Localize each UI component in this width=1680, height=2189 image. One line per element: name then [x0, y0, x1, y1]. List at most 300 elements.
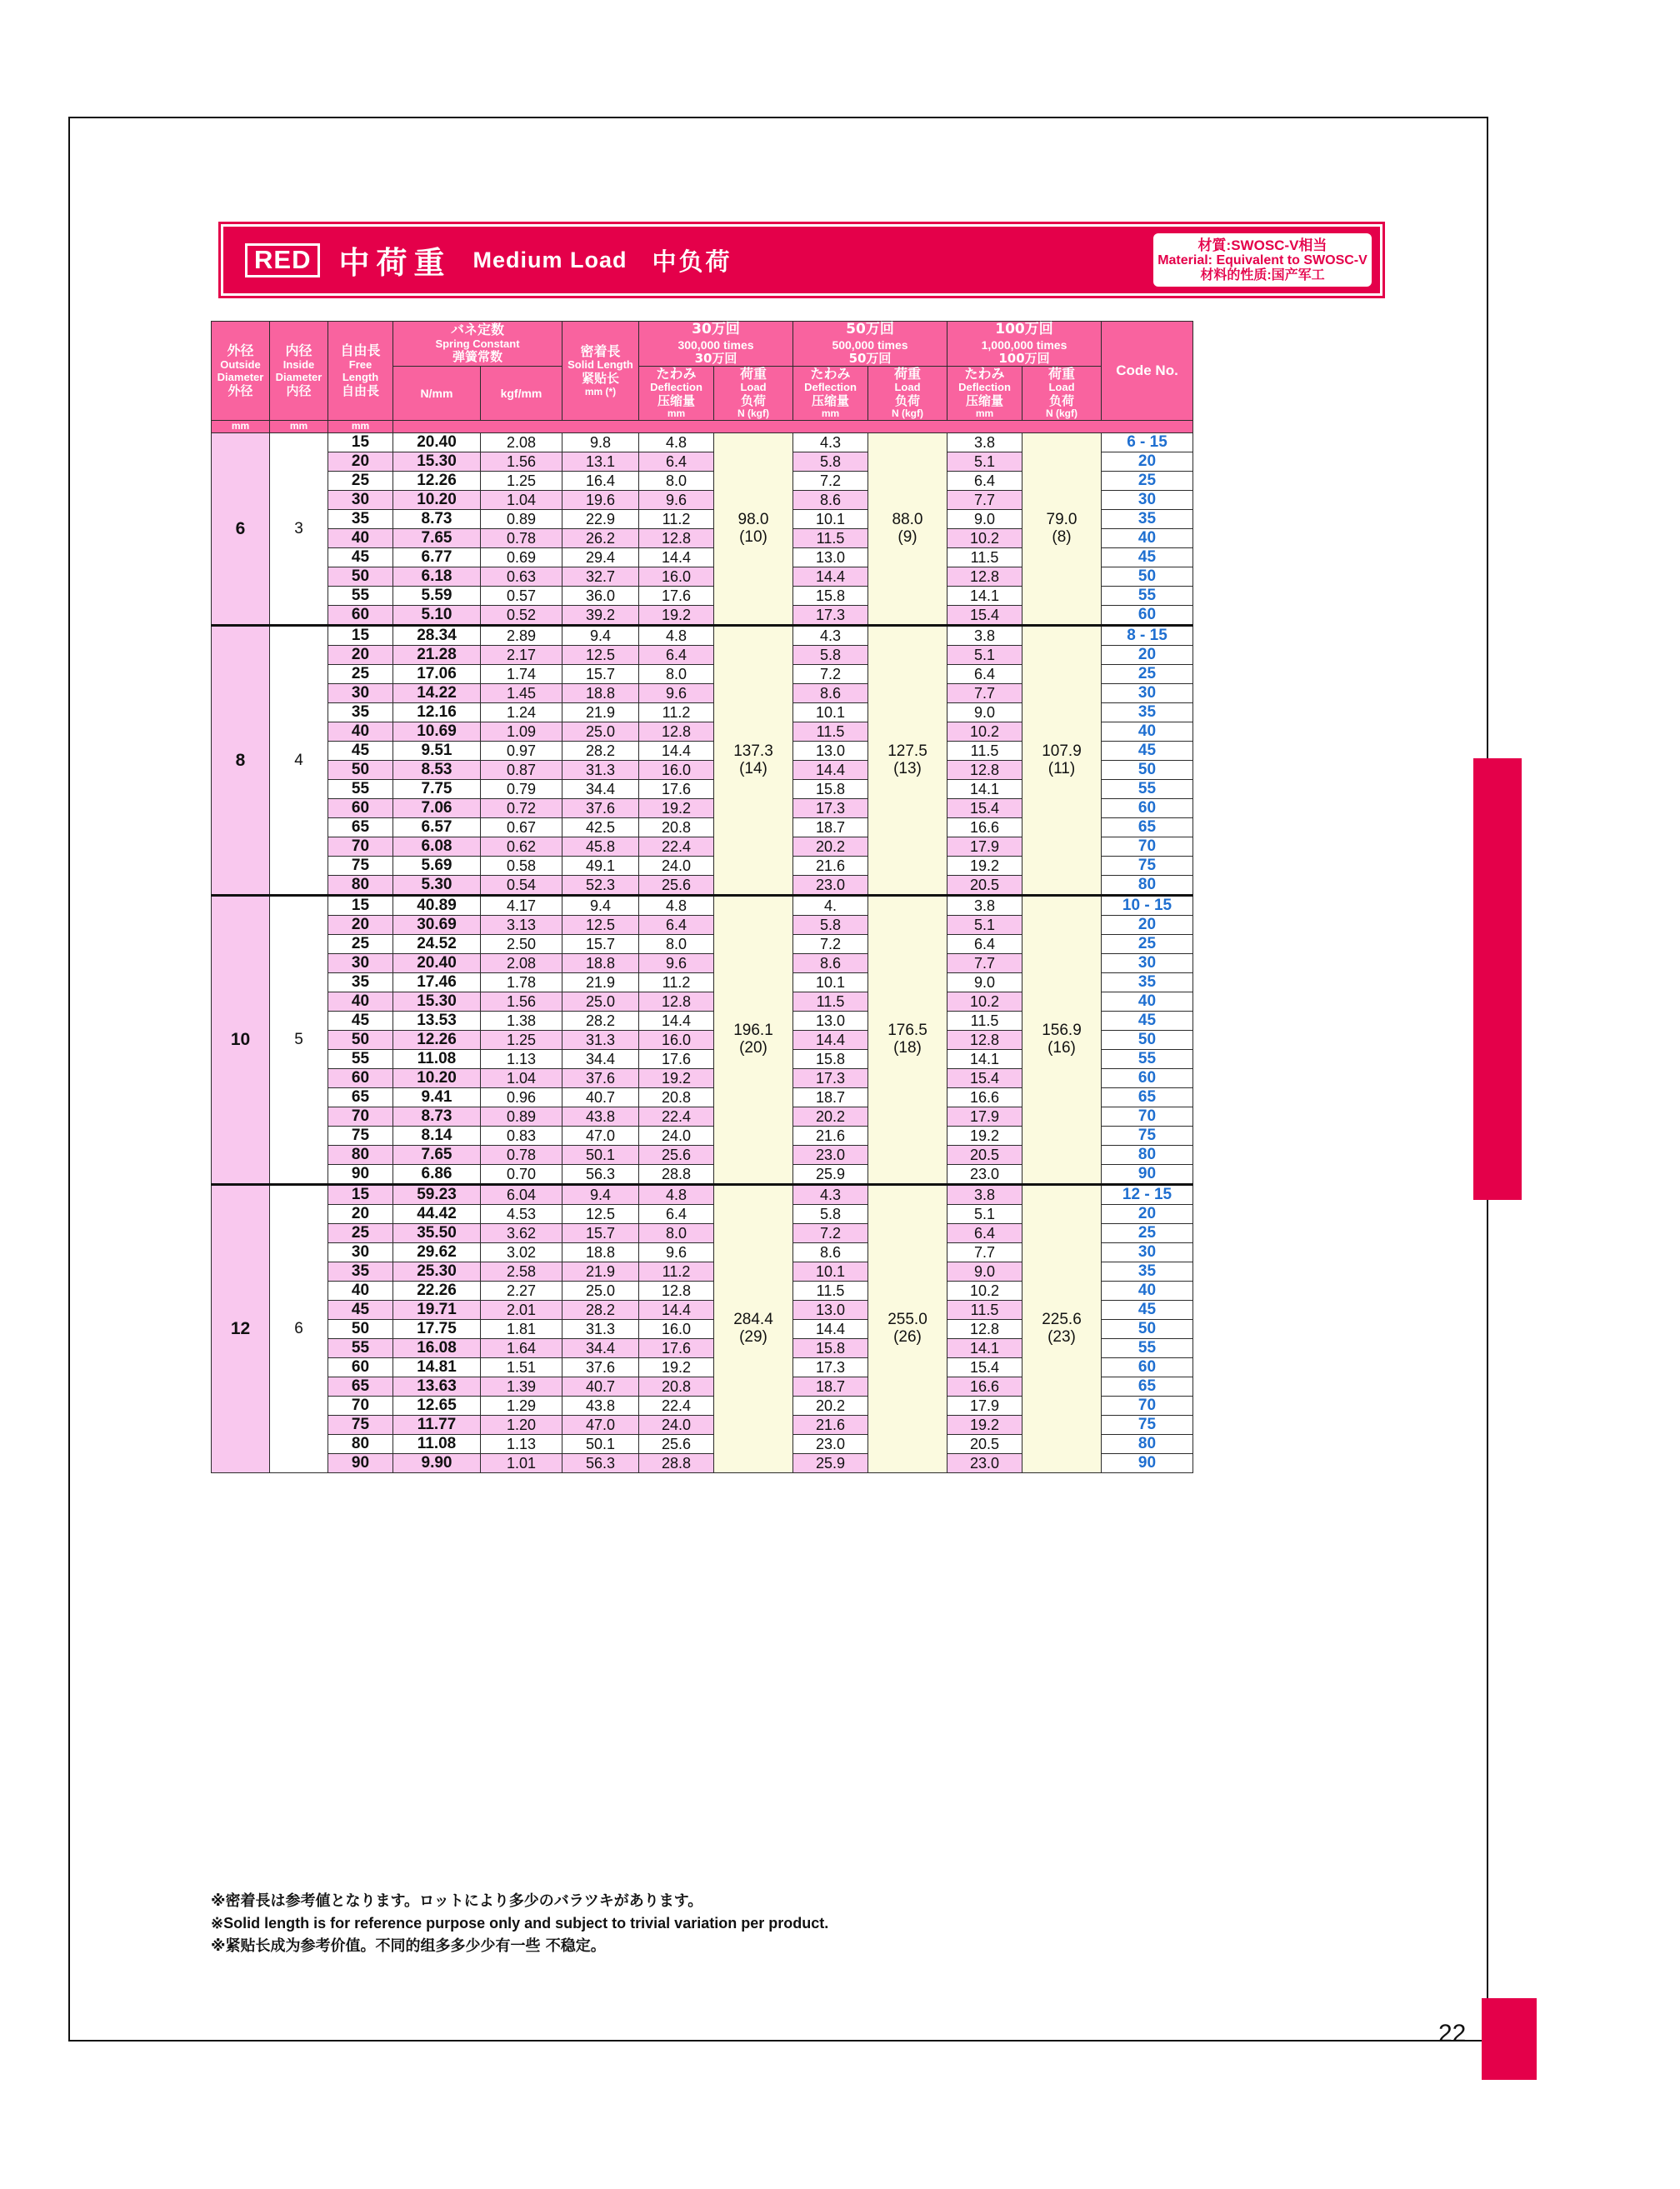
- cell-deflection-300k: 20.8: [639, 818, 714, 837]
- cell-free-length: 40: [328, 722, 393, 742]
- cell-deflection-500k: 10.1: [793, 510, 868, 529]
- cell-solid-length: 52.3: [562, 876, 639, 896]
- cell-deflection-500k: 17.3: [793, 606, 868, 626]
- cell-spring-constant-nmm: 5.10: [393, 606, 481, 626]
- cell-free-length: 35: [328, 510, 393, 529]
- cell-solid-length: 42.5: [562, 818, 639, 837]
- cell-code-no: 25: [1102, 935, 1193, 954]
- cell-solid-length: 18.8: [562, 684, 639, 703]
- th-fl-jp: 自由長: [340, 342, 381, 359]
- cell-code-no: 50: [1102, 1320, 1193, 1339]
- cell-free-length: 30: [328, 1243, 393, 1262]
- cell-deflection-500k: 21.6: [793, 1416, 868, 1435]
- cell-deflection-1m: 3.8: [948, 896, 1022, 916]
- cell-code-no: 12 - 15: [1102, 1185, 1193, 1205]
- cell-solid-length: 21.9: [562, 1262, 639, 1282]
- th-defl-en-3: Deflection: [958, 381, 1011, 394]
- th-fl-en1: Free: [348, 357, 372, 371]
- cell-code-no: 75: [1102, 1416, 1193, 1435]
- th-solid-length: [562, 322, 639, 421]
- cell-deflection-1m: 11.5: [948, 1012, 1022, 1031]
- cell-load-300k-n: 137.3: [733, 742, 773, 760]
- cell-deflection-300k: 9.6: [639, 954, 714, 973]
- cell-deflection-1m: 7.7: [948, 684, 1022, 703]
- cell-free-length: 50: [328, 1031, 393, 1050]
- th-c500k-jp: 50万回: [846, 321, 894, 337]
- cell-spring-constant-nmm: 24.52: [393, 935, 481, 954]
- cell-spring-constant-nmm: 9.90: [393, 1454, 481, 1473]
- cell-deflection-300k: 20.8: [639, 1377, 714, 1397]
- cell-deflection-500k: 20.2: [793, 1397, 868, 1416]
- cell-spring-constant-kgfmm: 1.51: [481, 1358, 562, 1377]
- cell-deflection-500k: 18.7: [793, 1377, 868, 1397]
- th-fl-cn: 自由長: [341, 382, 379, 398]
- cell-load-500k-kgf: (18): [893, 1039, 922, 1057]
- cell-spring-constant-nmm: 6.08: [393, 837, 481, 857]
- cell-deflection-1m: 14.1: [948, 780, 1022, 799]
- th-od-en1: Outside: [220, 357, 261, 371]
- cell-code-no: 25: [1102, 472, 1193, 491]
- cell-deflection-300k: 9.6: [639, 684, 714, 703]
- cell-deflection-1m: 9.0: [948, 703, 1022, 722]
- th-units-spacer: [393, 421, 1193, 433]
- cell-load-300k: [714, 1185, 793, 1473]
- th-cycles-300k: [639, 322, 793, 367]
- cell-deflection-500k: 14.4: [793, 761, 868, 780]
- cell-solid-length: 34.4: [562, 1050, 639, 1069]
- cell-free-length: 35: [328, 973, 393, 992]
- cell-deflection-1m: 12.8: [948, 567, 1022, 587]
- th-load-jp-1: 荷重: [739, 365, 767, 382]
- cell-outside-diameter: 8: [212, 626, 270, 896]
- cell-deflection-500k: 15.8: [793, 587, 868, 606]
- th-defl-unit-3: mm: [975, 407, 994, 420]
- cell-deflection-300k: 12.8: [639, 1282, 714, 1301]
- th-load-300k: [714, 366, 793, 420]
- cell-deflection-300k: 6.4: [639, 646, 714, 665]
- cell-load-1m-n: 107.9: [1042, 742, 1082, 760]
- th-c500k-cn: 50万回: [848, 350, 892, 366]
- cell-spring-constant-kgfmm: 0.54: [481, 876, 562, 896]
- cell-solid-length: 25.0: [562, 722, 639, 742]
- cell-deflection-1m: 10.2: [948, 992, 1022, 1012]
- th-load-cn-2: 负荷: [894, 393, 920, 409]
- cell-free-length: 15: [328, 626, 393, 646]
- cell-code-no: 30: [1102, 1243, 1193, 1262]
- cell-code-no: 20: [1102, 452, 1193, 472]
- cell-deflection-300k: 16.0: [639, 1031, 714, 1050]
- cell-spring-constant-nmm: 5.30: [393, 876, 481, 896]
- th-fl-unit: [328, 421, 393, 433]
- table-body: [212, 433, 1193, 1473]
- cell-code-no: 30: [1102, 684, 1193, 703]
- cell-deflection-500k: 8.6: [793, 684, 868, 703]
- cell-deflection-1m: 17.9: [948, 1397, 1022, 1416]
- cell-deflection-500k: 5.8: [793, 452, 868, 472]
- cell-deflection-300k: 22.4: [639, 1107, 714, 1127]
- cell-deflection-500k: 5.8: [793, 1205, 868, 1224]
- th-od-unit-text: mm: [231, 420, 250, 432]
- th-od-en2: Diameter: [217, 370, 264, 383]
- cell-deflection-300k: 11.2: [639, 973, 714, 992]
- cell-deflection-300k: 14.4: [639, 1012, 714, 1031]
- cell-code-no: 20: [1102, 916, 1193, 935]
- cell-solid-length: 9.4: [562, 626, 639, 646]
- th-cycles-1m: [948, 322, 1102, 367]
- cell-deflection-1m: 10.2: [948, 529, 1022, 548]
- th-defl-jp-3: たわみ: [964, 365, 1005, 382]
- cell-load-1m: [1022, 896, 1102, 1185]
- side-label-english: Medium Load: [1655, 991, 1673, 1093]
- cell-deflection-1m: 9.0: [948, 973, 1022, 992]
- cell-spring-constant-nmm: 10.69: [393, 722, 481, 742]
- cell-load-1m-n: 225.6: [1042, 1311, 1082, 1329]
- th-sc-unit2: kgf/mm: [500, 387, 542, 401]
- cell-spring-constant-nmm: 15.30: [393, 992, 481, 1012]
- cell-free-length: 55: [328, 1339, 393, 1358]
- cell-free-length: 35: [328, 1262, 393, 1282]
- th-id-en1: Inside: [282, 357, 315, 371]
- cell-deflection-300k: 12.8: [639, 992, 714, 1012]
- cell-deflection-500k: 25.9: [793, 1454, 868, 1473]
- cell-deflection-500k: 4.3: [793, 1185, 868, 1205]
- cell-code-no: 55: [1102, 780, 1193, 799]
- cell-deflection-500k: 14.4: [793, 567, 868, 587]
- cell-deflection-1m: 20.5: [948, 876, 1022, 896]
- cell-free-length: 75: [328, 1416, 393, 1435]
- cell-load-300k: [714, 626, 793, 896]
- cell-deflection-500k: 7.2: [793, 665, 868, 684]
- cell-deflection-300k: 19.2: [639, 606, 714, 626]
- cell-deflection-500k: 15.8: [793, 1050, 868, 1069]
- cell-inside-diameter: 3: [270, 433, 328, 626]
- cell-deflection-300k: 24.0: [639, 1416, 714, 1435]
- cell-spring-constant-kgfmm: 2.17: [481, 646, 562, 665]
- cell-spring-constant-kgfmm: 0.89: [481, 510, 562, 529]
- cell-code-no: 35: [1102, 510, 1193, 529]
- cell-deflection-500k: 21.6: [793, 1127, 868, 1146]
- cell-deflection-500k: 7.2: [793, 1224, 868, 1243]
- material-line-chinese: 材料的性质:国产军工: [1200, 267, 1325, 282]
- cell-spring-constant-kgfmm: 1.13: [481, 1435, 562, 1454]
- cell-code-no: 35: [1102, 703, 1193, 722]
- cell-spring-constant-nmm: 25.30: [393, 1262, 481, 1282]
- cell-deflection-1m: 9.0: [948, 1262, 1022, 1282]
- cell-free-length: 65: [328, 1088, 393, 1107]
- side-index-tab-inner: [1648, 788, 1680, 1170]
- cell-spring-constant-kgfmm: 1.38: [481, 1012, 562, 1031]
- cell-deflection-300k: 12.8: [639, 722, 714, 742]
- cell-spring-constant-kgfmm: 4.53: [481, 1205, 562, 1224]
- cell-deflection-1m: 15.4: [948, 1069, 1022, 1088]
- cell-deflection-300k: 4.8: [639, 626, 714, 646]
- page-number: 22: [1438, 2020, 1467, 2047]
- cell-deflection-500k: 23.0: [793, 1435, 868, 1454]
- cell-solid-length: 21.9: [562, 973, 639, 992]
- th-load-unit-2: N (kgf): [892, 407, 923, 420]
- cell-free-length: 90: [328, 1165, 393, 1185]
- side-red-badge: RED: [1652, 800, 1676, 850]
- cell-deflection-1m: 16.6: [948, 818, 1022, 837]
- cell-spring-constant-kgfmm: 1.20: [481, 1416, 562, 1435]
- cell-deflection-1m: 6.4: [948, 1224, 1022, 1243]
- cell-solid-length: 40.7: [562, 1088, 639, 1107]
- cell-deflection-300k: 9.6: [639, 1243, 714, 1262]
- spring-spec-table: [211, 321, 1193, 1473]
- cell-code-no: 80: [1102, 1146, 1193, 1165]
- cell-free-length: 70: [328, 837, 393, 857]
- cell-spring-constant-kgfmm: 0.83: [481, 1127, 562, 1146]
- cell-spring-constant-kgfmm: 1.24: [481, 703, 562, 722]
- cell-deflection-1m: 14.1: [948, 587, 1022, 606]
- th-spring-constant: [393, 322, 562, 367]
- cell-spring-constant-kgfmm: 0.78: [481, 1146, 562, 1165]
- th-defl-unit-2: mm: [821, 407, 840, 420]
- cell-deflection-1m: 14.1: [948, 1050, 1022, 1069]
- cell-solid-length: 15.7: [562, 935, 639, 954]
- th-load-jp-3: 荷重: [1048, 365, 1075, 382]
- cell-spring-constant-nmm: 10.20: [393, 491, 481, 510]
- cell-load-1m-kgf: (8): [1052, 527, 1072, 546]
- cell-deflection-300k: 4.8: [639, 1185, 714, 1205]
- cell-inside-diameter: 5: [270, 896, 328, 1185]
- th-free-length: [328, 322, 393, 421]
- cell-code-no: 40: [1102, 1282, 1193, 1301]
- cell-solid-length: 43.8: [562, 1397, 639, 1416]
- cell-deflection-300k: 9.6: [639, 491, 714, 510]
- cell-spring-constant-nmm: 17.46: [393, 973, 481, 992]
- th-id-en2: Diameter: [275, 370, 322, 383]
- cell-code-no: 45: [1102, 1301, 1193, 1320]
- cell-deflection-500k: 10.1: [793, 973, 868, 992]
- cell-deflection-1m: 7.7: [948, 1243, 1022, 1262]
- cell-deflection-500k: 7.2: [793, 935, 868, 954]
- cell-free-length: 20: [328, 1205, 393, 1224]
- cell-deflection-300k: 4.8: [639, 896, 714, 916]
- cell-deflection-500k: 7.2: [793, 472, 868, 491]
- cell-code-no: 25: [1102, 1224, 1193, 1243]
- cell-code-no: 20: [1102, 646, 1193, 665]
- cell-free-length: 80: [328, 876, 393, 896]
- side-index-tab[interactable]: [1473, 758, 1676, 1200]
- cell-spring-constant-nmm: 44.42: [393, 1205, 481, 1224]
- cell-load-500k-kgf: (13): [893, 759, 922, 777]
- cell-free-length: 80: [328, 1146, 393, 1165]
- cell-load-1m-kgf: (16): [1048, 1039, 1076, 1057]
- cell-free-length: 25: [328, 665, 393, 684]
- th-fl-unit-text: mm: [351, 420, 370, 432]
- cell-spring-constant-nmm: 19.71: [393, 1301, 481, 1320]
- th-c1m-jp: 100万回: [995, 321, 1053, 337]
- cell-spring-constant-nmm: 21.28: [393, 646, 481, 665]
- cell-spring-constant-nmm: 7.65: [393, 529, 481, 548]
- cell-spring-constant-kgfmm: 0.67: [481, 818, 562, 837]
- cell-deflection-500k: 10.1: [793, 703, 868, 722]
- cell-spring-constant-kgfmm: 1.01: [481, 1454, 562, 1473]
- cell-deflection-300k: 6.4: [639, 1205, 714, 1224]
- cell-deflection-500k: 5.8: [793, 916, 868, 935]
- cell-solid-length: 12.5: [562, 916, 639, 935]
- cell-solid-length: 15.7: [562, 665, 639, 684]
- cell-spring-constant-kgfmm: 1.56: [481, 992, 562, 1012]
- material-line-japanese: 材質:SWOSC-V相当: [1198, 237, 1328, 253]
- cell-free-length: 50: [328, 567, 393, 587]
- cell-spring-constant-nmm: 8.73: [393, 1107, 481, 1127]
- cell-spring-constant-kgfmm: 0.62: [481, 837, 562, 857]
- cell-code-no: 70: [1102, 837, 1193, 857]
- side-label-chinese: 中负荷: [1652, 1109, 1673, 1170]
- cell-spring-constant-nmm: 5.69: [393, 857, 481, 876]
- cell-spring-constant-nmm: 7.65: [393, 1146, 481, 1165]
- cell-deflection-300k: 11.2: [639, 703, 714, 722]
- side-label-japanese: 中 荷 重: [1648, 863, 1675, 977]
- cell-spring-constant-kgfmm: 1.56: [481, 452, 562, 472]
- cell-spring-constant-nmm: 30.69: [393, 916, 481, 935]
- cell-load-1m-n: 79.0: [1046, 510, 1078, 528]
- cell-load-500k-kgf: (26): [893, 1328, 922, 1347]
- cell-spring-constant-kgfmm: 0.69: [481, 548, 562, 567]
- cell-spring-constant-kgfmm: 2.27: [481, 1282, 562, 1301]
- cell-load-500k-n: 88.0: [892, 510, 923, 528]
- th-defl-jp-2: たわみ: [810, 365, 851, 382]
- cell-code-no: 35: [1102, 973, 1193, 992]
- cell-code-no: 50: [1102, 761, 1193, 780]
- cell-spring-constant-kgfmm: 0.63: [481, 567, 562, 587]
- cell-code-no: 90: [1102, 1165, 1193, 1185]
- th-load-1m: [1022, 366, 1102, 420]
- cell-load-1m-kgf: (23): [1048, 1328, 1076, 1347]
- cell-free-length: 25: [328, 472, 393, 491]
- cell-deflection-300k: 22.4: [639, 1397, 714, 1416]
- cell-free-length: 40: [328, 992, 393, 1012]
- th-defl-cn-1: 压缩量: [657, 393, 695, 409]
- cell-free-length: 30: [328, 491, 393, 510]
- cell-free-length: 25: [328, 1224, 393, 1243]
- cell-spring-constant-kgfmm: 2.01: [481, 1301, 562, 1320]
- th-id-cn: 内径: [286, 382, 312, 398]
- cell-solid-length: 31.3: [562, 1320, 639, 1339]
- cell-solid-length: 9.4: [562, 896, 639, 916]
- cell-free-length: 20: [328, 452, 393, 472]
- cell-spring-constant-kgfmm: 2.08: [481, 433, 562, 452]
- cell-deflection-1m: 5.1: [948, 452, 1022, 472]
- cell-code-no: 30: [1102, 491, 1193, 510]
- cell-deflection-500k: 15.8: [793, 780, 868, 799]
- th-id-unit-text: mm: [289, 420, 308, 432]
- cell-free-length: 65: [328, 1377, 393, 1397]
- cell-code-no: 65: [1102, 818, 1193, 837]
- th-load-en-1: Load: [740, 381, 767, 394]
- cell-load-1m-n: 156.9: [1042, 1022, 1082, 1040]
- cell-spring-constant-kgfmm: 1.64: [481, 1339, 562, 1358]
- cell-solid-length: 25.0: [562, 1282, 639, 1301]
- th-sl-unit: mm (*): [584, 385, 617, 397]
- cell-deflection-300k: 17.6: [639, 587, 714, 606]
- cell-spring-constant-nmm: 8.53: [393, 761, 481, 780]
- cell-solid-length: 36.0: [562, 587, 639, 606]
- title-japanese: 中荷重: [338, 245, 452, 281]
- th-load-en-2: Load: [894, 381, 921, 394]
- cell-spring-constant-kgfmm: 1.74: [481, 665, 562, 684]
- cell-deflection-500k: 14.4: [793, 1031, 868, 1050]
- cell-spring-constant-nmm: 14.22: [393, 684, 481, 703]
- cell-spring-constant-kgfmm: 0.52: [481, 606, 562, 626]
- cell-solid-length: 18.8: [562, 954, 639, 973]
- table-row: [212, 626, 1193, 646]
- footnote-japanese: ※密着長は参考値となります。ロットにより多少のバラツキがあります。: [211, 1892, 703, 1910]
- cell-solid-length: 12.5: [562, 1205, 639, 1224]
- cell-deflection-1m: 16.6: [948, 1088, 1022, 1107]
- cell-spring-constant-nmm: 22.26: [393, 1282, 481, 1301]
- cell-code-no: 50: [1102, 1031, 1193, 1050]
- cell-deflection-300k: 11.2: [639, 1262, 714, 1282]
- cell-free-length: 45: [328, 742, 393, 761]
- cell-solid-length: 49.1: [562, 857, 639, 876]
- cell-deflection-1m: 7.7: [948, 491, 1022, 510]
- cell-solid-length: 43.8: [562, 1107, 639, 1127]
- cell-spring-constant-kgfmm: 1.04: [481, 491, 562, 510]
- cell-code-no: 45: [1102, 1012, 1193, 1031]
- cell-solid-length: 45.8: [562, 837, 639, 857]
- cell-spring-constant-kgfmm: 0.79: [481, 780, 562, 799]
- cell-deflection-500k: 10.1: [793, 1262, 868, 1282]
- cell-code-no: 40: [1102, 992, 1193, 1012]
- cell-load-300k-kgf: (14): [739, 759, 768, 777]
- cell-inside-diameter: 4: [270, 626, 328, 896]
- cell-deflection-500k: 13.0: [793, 1301, 868, 1320]
- cell-deflection-1m: 3.8: [948, 433, 1022, 452]
- cell-spring-constant-nmm: 9.51: [393, 742, 481, 761]
- cell-spring-constant-kgfmm: 3.62: [481, 1224, 562, 1243]
- footnote-chinese: ※紧贴长成为参考价值。不同的组多多少少有一些 不稳定。: [211, 1937, 606, 1955]
- th-sl-jp: 密着長: [580, 342, 621, 359]
- cell-deflection-1m: 15.4: [948, 606, 1022, 626]
- cell-spring-constant-kgfmm: 6.04: [481, 1185, 562, 1205]
- cell-free-length: 45: [328, 548, 393, 567]
- cell-spring-constant-nmm: 6.77: [393, 548, 481, 567]
- cell-spring-constant-kgfmm: 1.39: [481, 1377, 562, 1397]
- cell-deflection-300k: 17.6: [639, 780, 714, 799]
- th-od-unit: [212, 421, 270, 433]
- th-c1m-cn: 100万回: [998, 350, 1050, 366]
- cell-spring-constant-kgfmm: 0.87: [481, 761, 562, 780]
- cell-deflection-500k: 25.9: [793, 1165, 868, 1185]
- cell-spring-constant-kgfmm: 1.45: [481, 684, 562, 703]
- cell-deflection-1m: 17.9: [948, 1107, 1022, 1127]
- cell-solid-length: 18.8: [562, 1243, 639, 1262]
- cell-spring-constant-nmm: 17.75: [393, 1320, 481, 1339]
- cell-deflection-300k: 4.8: [639, 433, 714, 452]
- cell-deflection-1m: 20.5: [948, 1435, 1022, 1454]
- cell-deflection-300k: 8.0: [639, 935, 714, 954]
- cell-deflection-300k: 22.4: [639, 837, 714, 857]
- cell-code-no: 45: [1102, 548, 1193, 567]
- cell-code-no: 55: [1102, 1050, 1193, 1069]
- cell-spring-constant-nmm: 5.59: [393, 587, 481, 606]
- cell-spring-constant-nmm: 9.41: [393, 1088, 481, 1107]
- cell-deflection-300k: 20.8: [639, 1088, 714, 1107]
- cell-code-no: 90: [1102, 1454, 1193, 1473]
- th-load-cn-1: 负荷: [740, 393, 766, 409]
- cell-load-300k-kgf: (20): [739, 1039, 768, 1057]
- th-inside-diameter: [270, 322, 328, 421]
- cell-free-length: 90: [328, 1454, 393, 1473]
- cell-free-length: 20: [328, 646, 393, 665]
- th-c500k-en: 500,000 times: [832, 337, 908, 352]
- cell-deflection-1m: 10.2: [948, 1282, 1022, 1301]
- th-deflection-500k: [793, 366, 868, 420]
- cell-code-no: 35: [1102, 1262, 1193, 1282]
